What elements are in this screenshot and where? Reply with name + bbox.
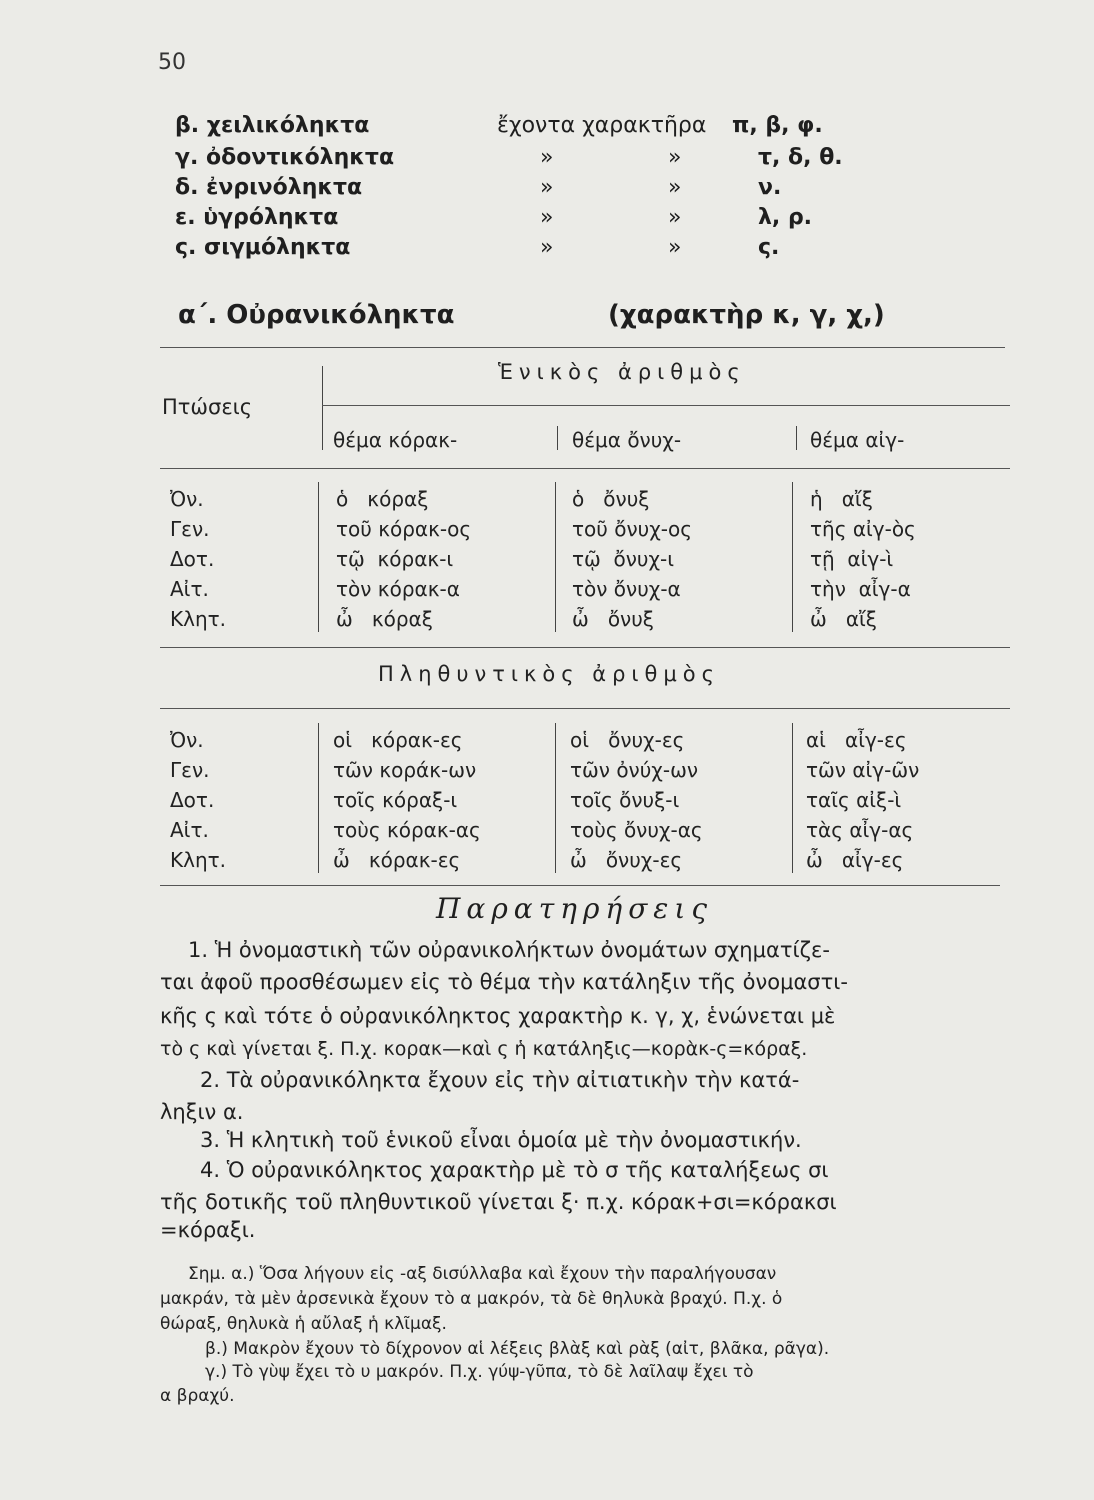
case-label: Αἰτ.	[170, 577, 209, 601]
consonant-name: ε. ὑγρόληκτα	[175, 205, 339, 230]
rule	[160, 468, 1010, 469]
stem-header: θέμα ὄνυχ-	[572, 428, 682, 452]
table-cell: ταῖς αἰξ-ὶ	[806, 788, 902, 812]
ditto-mark: »	[540, 235, 554, 260]
table-cell: τὸν κόρακ-α	[336, 577, 460, 601]
table-cell: τὰς αἶγ-ας	[806, 818, 914, 842]
table-cell: ὦ αἶγ-ες	[806, 848, 904, 872]
singular-header: Ἑνικὸς ἀριθμὸς	[498, 360, 746, 384]
ditto-mark: »	[668, 235, 682, 260]
note-line: β.) Μακρὸν ἔχουν τὸ δίχρονον αἱ λέξεις βλὰξ καὶ ρὰξ (αἰτ, βλᾶκα, ρᾶγα).	[205, 1339, 830, 1359]
section-characters: (χαρακτὴρ κ, γ, χ,)	[608, 300, 885, 330]
rule	[318, 482, 319, 632]
rule	[160, 885, 1000, 886]
table-cell: τοὺς κόρακ-ας	[333, 818, 481, 842]
stem-header: θέμα αἰγ-	[810, 428, 905, 452]
consonant-name: δ. ἐνρινόληκτα	[175, 175, 363, 200]
ditto-mark: »	[540, 145, 554, 170]
paragraph-line: 1. Ἡ ὀνομαστικὴ τῶν οὐρανικολήκτων ὀνομάτων σχηματίζε-	[188, 938, 830, 962]
table-cell: τῆς αἰγ-ὸς	[810, 517, 916, 541]
paragraph-line: =κόραξι.	[160, 1218, 256, 1242]
table-cell: τῶν αἰγ-ῶν	[806, 758, 920, 782]
table-cell: τῇ αἰγ-ὶ	[810, 547, 894, 571]
paragraph-line: ται ἀφοῦ προσθέσωμεν εἰς τὸ θέμα τὴν κατάληξιν τῆς ὀνομαστι-	[160, 970, 848, 994]
case-label: Δοτ.	[170, 788, 215, 812]
ditto-mark: »	[668, 145, 682, 170]
paragraph-line: τῆς δοτικῆς τοῦ πληθυντικοῦ γίνεται ξ· π.χ. κόρακ+σι=κόρακσι	[160, 1190, 837, 1214]
rule	[160, 708, 1010, 709]
ditto-mark: »	[668, 205, 682, 230]
rule	[555, 482, 556, 632]
case-label: Γεν.	[170, 517, 210, 541]
table-cell: ὁ κόραξ	[336, 487, 429, 511]
table-cell: ὁ ὄνυξ	[572, 487, 650, 511]
case-label: Κλητ.	[170, 848, 227, 872]
table-cell: ὦ αἴξ	[810, 607, 877, 631]
consonant-chars: τ, δ, θ.	[758, 145, 843, 170]
case-label: Αἰτ.	[170, 818, 209, 842]
rule	[555, 723, 556, 873]
rule	[792, 482, 793, 632]
note-line: θώραξ, θηλυκὰ ἡ αὔλαξ ἡ κλῖμαξ.	[160, 1314, 447, 1334]
table-cell: τοῦ κόρακ-ος	[336, 517, 472, 541]
case-header: Πτώσεις	[162, 395, 253, 419]
table-cell: τὴν αἶγ-α	[810, 577, 911, 601]
case-label: Ὀν.	[170, 728, 204, 752]
case-label: Κλητ.	[170, 607, 227, 631]
observations-title: Παρατηρήσεις	[436, 892, 713, 925]
table-cell: τοὺς ὄνυχ-ας	[570, 818, 703, 842]
consonant-name: β. χειλικόληκτα	[175, 113, 370, 138]
table-cell: τῶν κοράκ-ων	[333, 758, 477, 782]
rule	[322, 366, 323, 450]
rule	[160, 347, 1005, 348]
paragraph-line: 4. Ὁ οὐρανικόληκτος χαρακτὴρ μὲ τὸ σ τῆς καταλήξεως σι	[200, 1158, 829, 1182]
paragraph-line: 2. Τὰ οὐρανικόληκτα ἔχουν εἰς τὴν αἰτιατικὴν τὴν κατά-	[200, 1068, 800, 1092]
rule	[557, 426, 558, 450]
note-line: γ.) Τὸ γὺψ ἔχει τὸ υ μακρόν. Π.χ. γύψ-γῦπα, τὸ δὲ λαῖλαψ ἔχει τὸ	[205, 1362, 754, 1382]
rule	[792, 723, 793, 873]
paragraph-line: 3. Ἡ κλητικὴ τοῦ ἑνικοῦ εἶναι ὁμοία μὲ τὴν ὀνομαστικήν.	[200, 1128, 802, 1152]
table-cell: οἱ κόρακ-ες	[333, 728, 463, 752]
ditto-mark: »	[540, 205, 554, 230]
page-number: 50	[158, 50, 186, 75]
table-cell: ὦ ὄνυξ	[572, 607, 654, 631]
table-cell: τοῖς κόραξ-ι	[333, 788, 458, 812]
note-line: Σημ. α.) Ὅσα λήγουν εἰς -αξ δισύλλαβα καὶ ἔχουν τὴν παραλήγουσαν	[188, 1264, 777, 1284]
table-cell: ὦ κόρακ-ες	[333, 848, 461, 872]
consonant-desc: ἔχοντα χαρακτῆρα	[497, 113, 707, 138]
ditto-mark: »	[540, 175, 554, 200]
paragraph-line: τὸ ς καὶ γίνεται ξ. Π.χ. κορακ—καὶ ς ἡ κατάληξις—κορὰκ-ς=κόραξ.	[160, 1038, 808, 1060]
table-cell: τῷ ὄνυχ-ι	[572, 547, 675, 571]
consonant-chars: π, β, φ.	[732, 113, 823, 138]
rule	[318, 723, 319, 873]
table-cell: τῶν ὀνύχ-ων	[570, 758, 698, 782]
table-cell: ὦ ὄνυχ-ες	[570, 848, 683, 872]
consonant-chars: ς.	[758, 235, 780, 260]
case-label: Δοτ.	[170, 547, 215, 571]
section-title: α΄. Οὐρανικόληκτα	[178, 300, 455, 330]
table-cell: αἱ αἶγ-ες	[806, 728, 907, 752]
paragraph-line: κῆς ς καὶ τότε ὁ οὐρανικόληκτος χαρακτὴρ κ. γ, χ, ἑνώνεται μὲ	[160, 1004, 836, 1028]
note-line: μακράν, τὰ μὲν ἀρσενικὰ ἔχουν τὸ α μακρόν, τὰ δὲ θηλυκὰ βραχύ. Π.χ. ὁ	[160, 1289, 783, 1309]
table-cell: τοῦ ὄνυχ-ος	[572, 517, 692, 541]
consonant-chars: ν.	[758, 175, 782, 200]
rule	[160, 647, 1010, 648]
table-cell: ἡ αἴξ	[810, 487, 873, 511]
table-cell: τὸν ὄνυχ-α	[572, 577, 681, 601]
table-cell: τοῖς ὄνυξ-ι	[570, 788, 680, 812]
rule	[322, 405, 1010, 406]
table-cell: ὦ κόραξ	[336, 607, 433, 631]
table-cell: οἱ ὄνυχ-ες	[570, 728, 685, 752]
plural-header: Πληθυντικὸς ἀριθμὸς	[378, 662, 720, 686]
note-line: α βραχύ.	[160, 1386, 235, 1406]
stem-header: θέμα κόρακ-	[333, 428, 458, 452]
rule	[796, 426, 797, 450]
paragraph-line: ληξιν α.	[160, 1100, 244, 1124]
consonant-name: γ. ὀδοντικόληκτα	[175, 145, 395, 170]
ditto-mark: »	[668, 175, 682, 200]
consonant-name: ς. σιγμόληκτα	[175, 235, 351, 260]
case-label: Ὀν.	[170, 487, 204, 511]
table-cell: τῷ κόρακ-ι	[336, 547, 454, 571]
consonant-chars: λ, ρ.	[758, 205, 813, 230]
case-label: Γεν.	[170, 758, 210, 782]
